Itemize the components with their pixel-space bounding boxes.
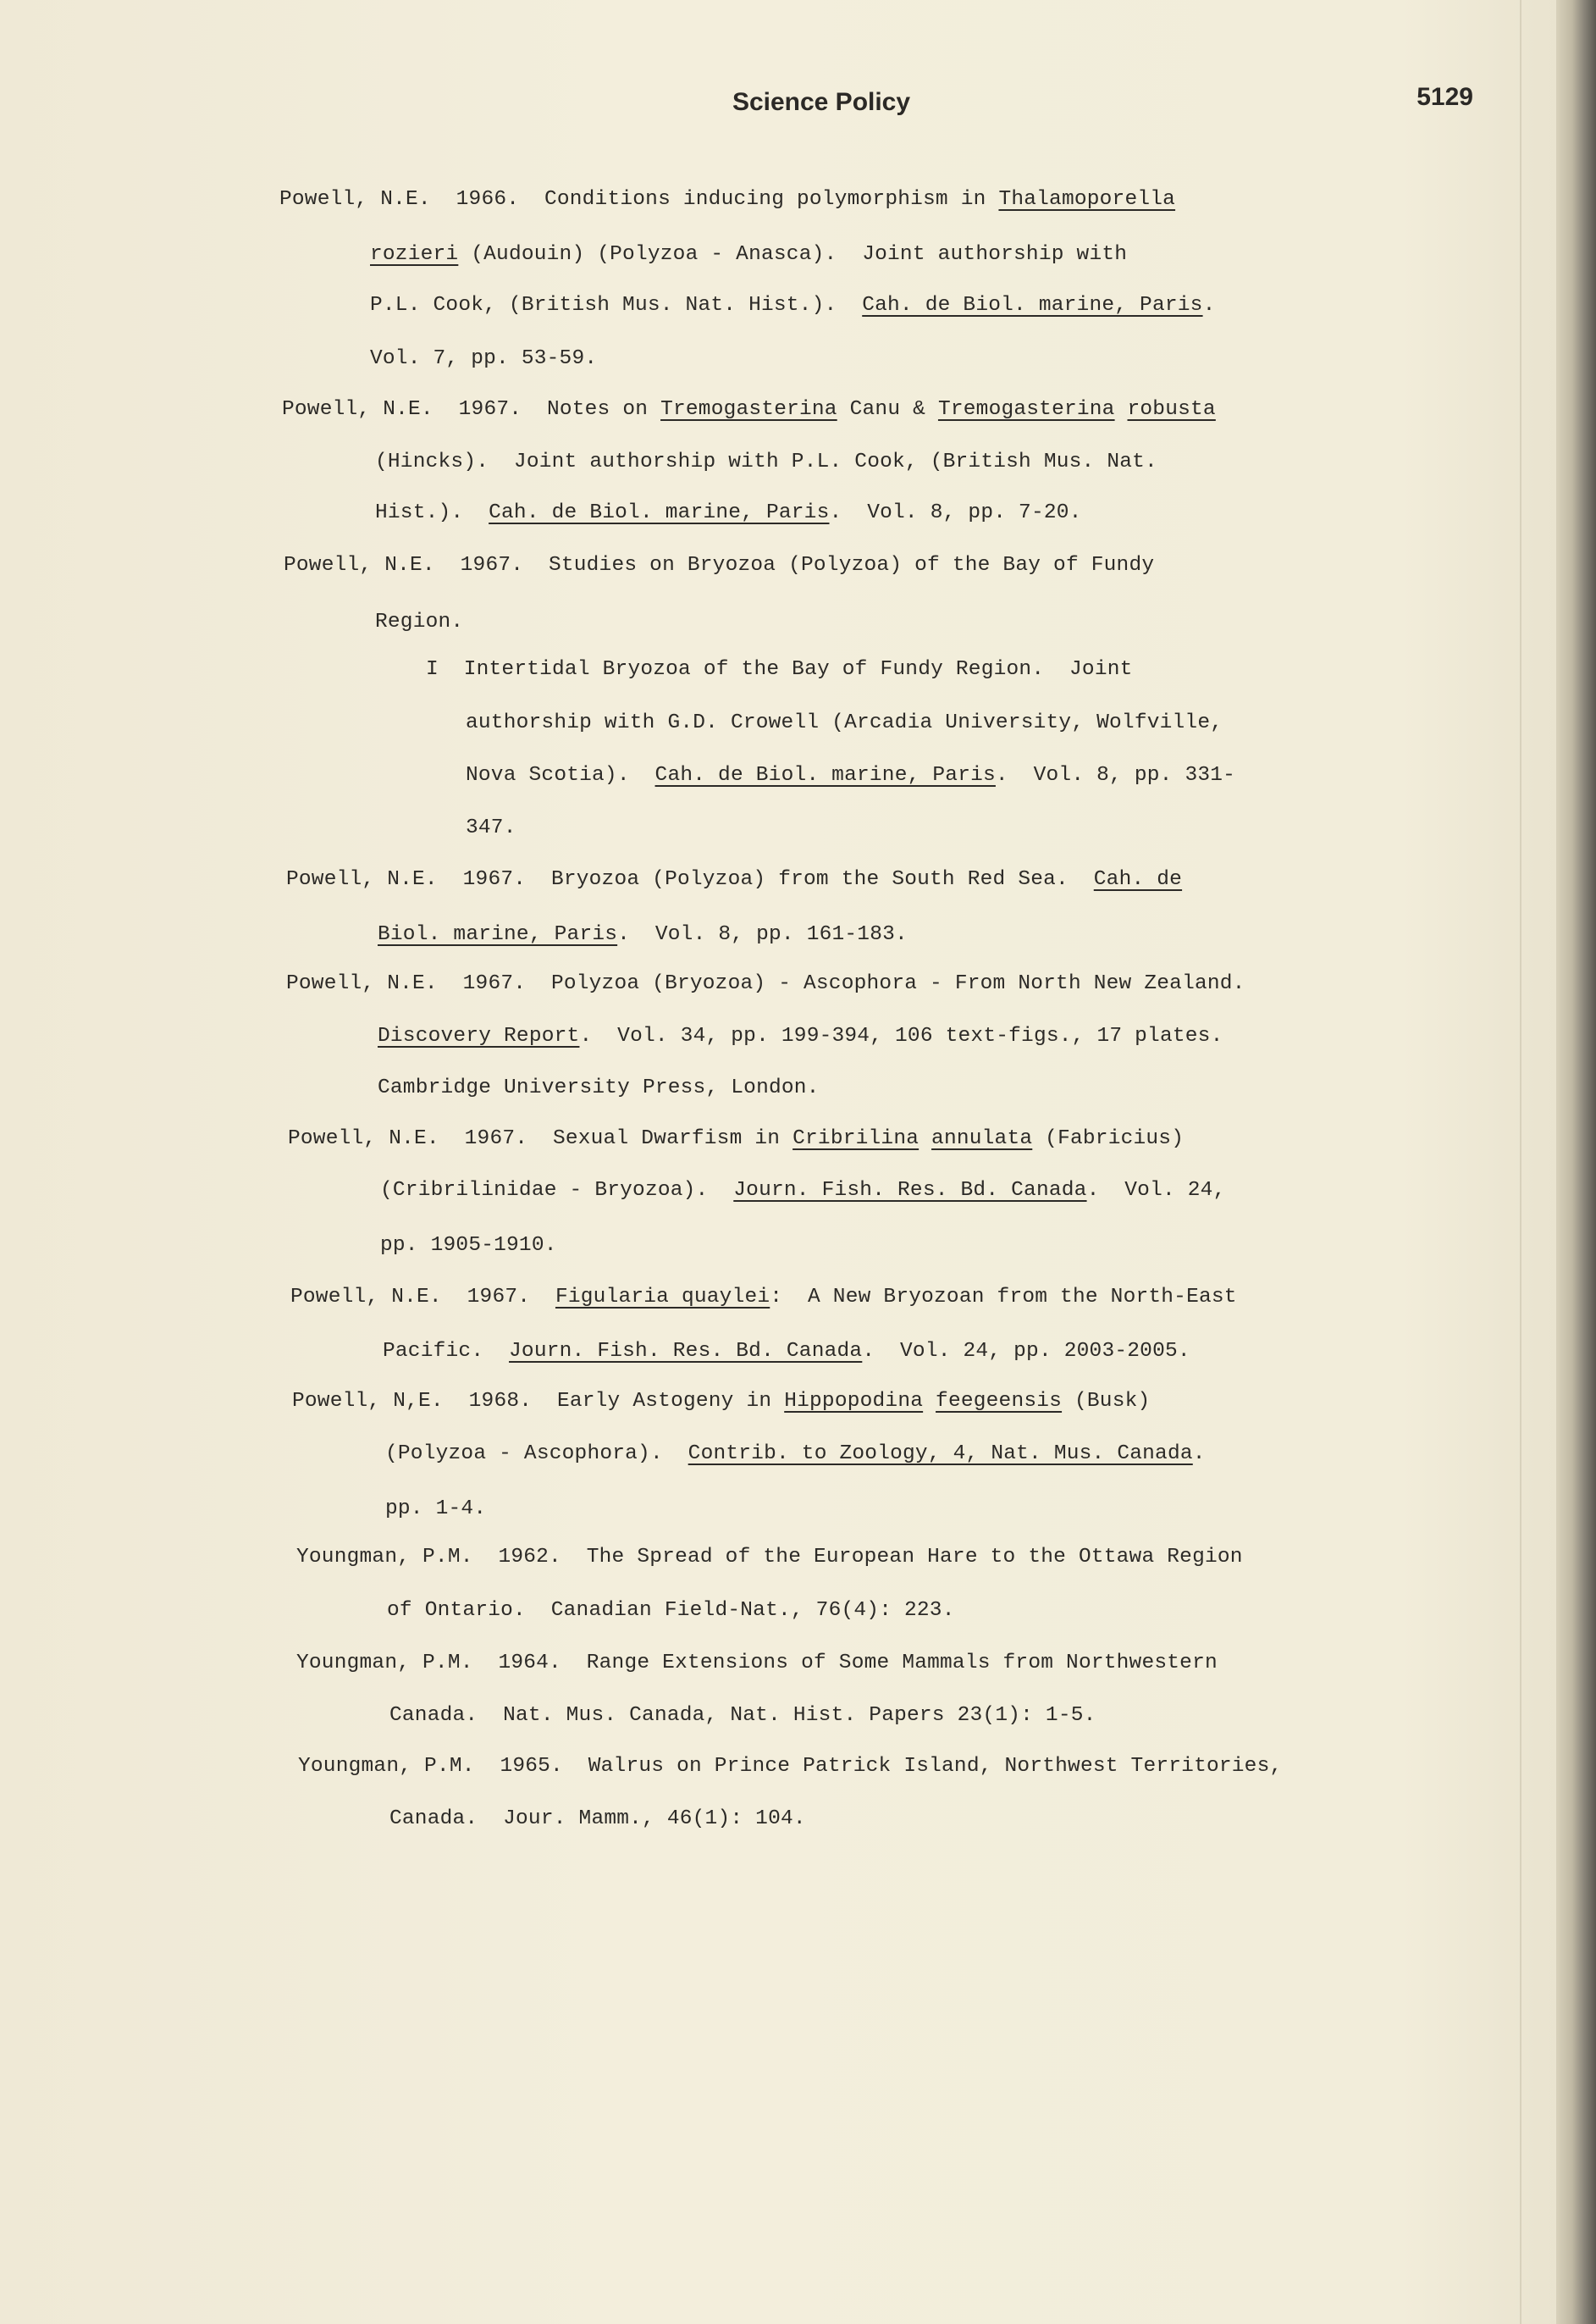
reference-text: Powell, N,E. 1968. Early Astogeny in [292, 1390, 785, 1413]
reference-text: Powell, N.E. 1967. Notes on [282, 398, 661, 421]
reference-text: Canada. Nat. Mus. Canada, Nat. Hist. Papers 23(1): 1-5. [389, 1704, 1096, 1727]
reference-line [466, 764, 1235, 787]
reference-text: 347. [466, 816, 516, 839]
underlined-text: robusta [1127, 398, 1216, 421]
reference-text: (Hincks). Joint authorship with P.L. Cook, (British Mus. Nat. [375, 451, 1157, 473]
reference-text: : A New Bryozoan from the North-East [770, 1286, 1237, 1309]
reference-text: . [1192, 1442, 1206, 1465]
underlined-text: Figularia quaylei [555, 1286, 770, 1309]
page-title: Science Policy [732, 88, 911, 116]
reference-text: (Polyzoa - Ascophora). [385, 1442, 688, 1465]
reference-line [389, 1807, 806, 1830]
underlined-text: Contrib. to Zoology, 4, Nat. Mus. Canada [688, 1442, 1193, 1465]
reference-text: pp. 1905-1910. [380, 1234, 557, 1257]
reference-text: . [1202, 294, 1216, 317]
reference-line [385, 1442, 1206, 1465]
reference-line [380, 1234, 557, 1257]
underlined-text: Cah. de Biol. marine, Paris [862, 294, 1203, 317]
reference-line [370, 347, 597, 370]
reference-text: Powell, N.E. 1967. [290, 1286, 555, 1309]
underlined-text: Cah. de [1093, 868, 1183, 891]
underlined-text: annulata [931, 1127, 1033, 1150]
reference-line [298, 1755, 1282, 1778]
reference-text: Region. [375, 611, 464, 634]
reference-text: of Ontario. Canadian Field-Nat., 76(4): 223. [387, 1599, 955, 1622]
reference-text: Powell, N.E. 1967. Polyzoa (Bryozoa) - Ascophora - From North New Zealand. [286, 972, 1245, 995]
underlined-text: Biol. marine, Paris [378, 923, 618, 946]
underlined-text: feegeensis [936, 1390, 1063, 1413]
reference-text: Powell, N.E. 1967. Studies on Bryozoa (Polyzoa) of the Bay of Fundy [284, 554, 1155, 577]
reference-line [279, 188, 1175, 211]
reference-text [1115, 398, 1128, 421]
reference-text: (Audouin) (Polyzoa - Anasca). Joint authorship with [458, 243, 1128, 266]
underlined-text: Journ. Fish. Res. Bd. Canada [509, 1340, 863, 1363]
reference-line [370, 243, 1127, 266]
reference-text: Nova Scotia). [466, 764, 655, 787]
reference-text: Youngman, P.M. 1964. Range Extensions of Some Mammals from Northwestern [296, 1652, 1218, 1674]
reference-text: Powell, N.E. 1967. Bryozoa (Polyzoa) from the South Red Sea. [286, 868, 1094, 891]
reference-line [375, 451, 1157, 473]
reference-text: I Intertidal Bryozoa of the Bay of Fundy Region. Joint [426, 658, 1133, 681]
underlined-text: Thalamoporella [998, 188, 1176, 211]
underlined-text: Cah. de Biol. marine, Paris [654, 764, 996, 787]
reference-line [426, 658, 1133, 681]
reference-text: (Busk) [1062, 1390, 1151, 1413]
reference-line [292, 1390, 1150, 1413]
underlined-text: Tremogasterina [937, 398, 1115, 421]
reference-line [383, 1340, 1190, 1363]
reference-text: P.L. Cook, (British Mus. Nat. Hist.). [370, 294, 863, 317]
underlined-text: Cah. de Biol. marine, Paris [489, 501, 830, 524]
page-stack-edge [1556, 0, 1596, 2324]
underlined-text: Hippopodina [784, 1390, 924, 1413]
reference-text: . Vol. 8, pp. 7-20. [829, 501, 1082, 524]
underlined-text: rozieri [370, 243, 459, 266]
reference-text: Canada. Jour. Mamm., 46(1): 104. [389, 1807, 806, 1830]
reference-line [296, 1546, 1243, 1569]
reference-text: Hist.). [375, 501, 489, 524]
reference-line [375, 501, 1082, 524]
reference-text: . Vol. 24, [1086, 1179, 1226, 1202]
reference-text: (Cribrilinidae - Bryozoa). [380, 1179, 734, 1202]
reference-text: . Vol. 8, pp. 331- [995, 764, 1236, 787]
page-number: 5129 [1417, 83, 1473, 111]
underlined-text: Cribrilina [792, 1127, 919, 1150]
reference-text: . Vol. 24, pp. 2003-2005. [862, 1340, 1190, 1363]
underlined-text: Discovery Report [378, 1025, 580, 1048]
reference-text [923, 1390, 936, 1413]
reference-text: Youngman, P.M. 1962. The Spread of the European Hare to the Ottawa Region [296, 1546, 1243, 1569]
underlined-text: Tremogasterina [660, 398, 837, 421]
reference-line [284, 554, 1154, 577]
reference-line [385, 1497, 486, 1520]
reference-text [919, 1127, 931, 1150]
reference-line [370, 294, 1215, 317]
reference-line [286, 868, 1182, 891]
reference-line [378, 1025, 1223, 1048]
reference-text: authorship with G.D. Crowell (Arcadia University, Wolfville, [466, 711, 1223, 734]
reference-line [286, 972, 1245, 995]
reference-line [466, 711, 1223, 734]
reference-text: . Vol. 8, pp. 161-183. [617, 923, 908, 946]
reference-text: Powell, N.E. 1966. Conditions inducing polymorphism in [279, 188, 999, 211]
reference-line [375, 611, 463, 634]
reference-text: (Fabricius) [1032, 1127, 1185, 1150]
reference-line [466, 816, 516, 839]
reference-text: Pacific. [383, 1340, 510, 1363]
reference-line [389, 1704, 1096, 1727]
reference-line [380, 1179, 1226, 1202]
reference-line [282, 398, 1216, 421]
reference-text: pp. 1-4. [385, 1497, 487, 1520]
reference-text: . Vol. 34, pp. 199-394, 106 text-figs., 17 plates. [579, 1025, 1223, 1048]
reference-text: Vol. 7, pp. 53-59. [370, 347, 598, 370]
reference-text: Canu & [837, 398, 938, 421]
reference-line [296, 1652, 1218, 1674]
reference-line [378, 1076, 820, 1099]
reference-text: Powell, N.E. 1967. Sexual Dwarfism in [288, 1127, 793, 1150]
reference-text: Youngman, P.M. 1965. Walrus on Prince Patrick Island, Northwest Territories, [298, 1755, 1283, 1778]
reference-line [387, 1599, 955, 1622]
reference-line [378, 923, 908, 946]
reference-text: Cambridge University Press, London. [378, 1076, 820, 1099]
reference-line [288, 1127, 1184, 1150]
reference-line [290, 1286, 1237, 1309]
underlined-text: Journ. Fish. Res. Bd. Canada [733, 1179, 1087, 1202]
